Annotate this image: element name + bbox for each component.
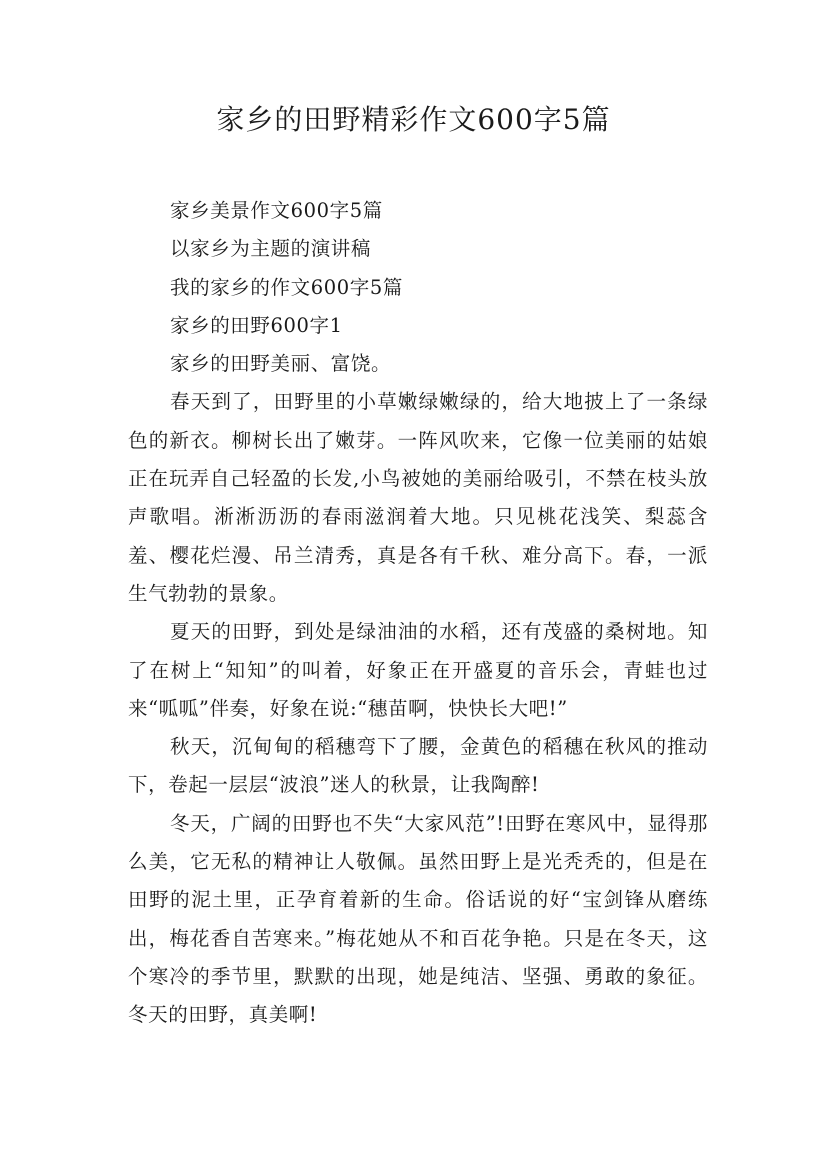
toc-item: 家乡美景作文600字5篇: [170, 199, 383, 222]
document-body: [128, 192, 708, 1035]
toc-item: 我的家乡的作文600字5篇: [170, 275, 403, 299]
paragraph-autumn: 秋天，沉甸甸的稻穗弯下了腰，金黄色的稻穗在秋风的推动下，卷起一层层“波浪”迷人的秋景，让我陶醉!: [128, 735, 708, 797]
paragraph-summer: 夏天的田野，到处是绿油油的水稻，还有茂盛的桑树地。知了在树上“知知”的叫着，好象正在开盛夏的音乐会，青蛙也过来“呱呱”伴奏，好象在说:“穗苗啊，快快长大吧!”: [128, 620, 708, 720]
paragraph-spring: 春天到了，田野里的小草嫩绿嫩绿的，给大地披上了一条绿色的新衣。柳树长出了嫩芽。一阵风吹来，它像一位美丽的姑娘正在玩弄自己轻盈的长发,小鸟被她的美丽给吸引，不禁在枝头放声歌唱。淅淅沥沥的春雨滋润着大地。只见桃花浅笑、梨蕊含羞、樱花烂漫、吊兰清秀，真是各有千秋、难分高下。春，一派生气勃勃的景象。: [128, 390, 708, 605]
toc-item: 以家乡为主题的演讲稿: [170, 237, 372, 261]
document-title: 家乡的田野精彩作文600字5篇: [216, 103, 611, 136]
intro-line: 家乡的田野美丽、富饶。: [170, 352, 392, 376]
paragraph-winter: 冬天，广阔的田野也不失“大家风范”!田野在寒风中，显得那么美，它无私的精神让人敬佩。虽然田野上是光秃秃的，但是在田野的泥土里，正孕育着新的生命。俗话说的好“宝剑锋从磨练出，梅花香自苦寒来。”梅花她从不和百花争艳。只是在冬天，这个寒冷的季节里，默默的出现，她是纯洁、坚强、勇敢的象征。冬天的田野，真美啊!: [128, 811, 708, 1027]
toc-item: 家乡的田野600字1: [170, 313, 343, 337]
